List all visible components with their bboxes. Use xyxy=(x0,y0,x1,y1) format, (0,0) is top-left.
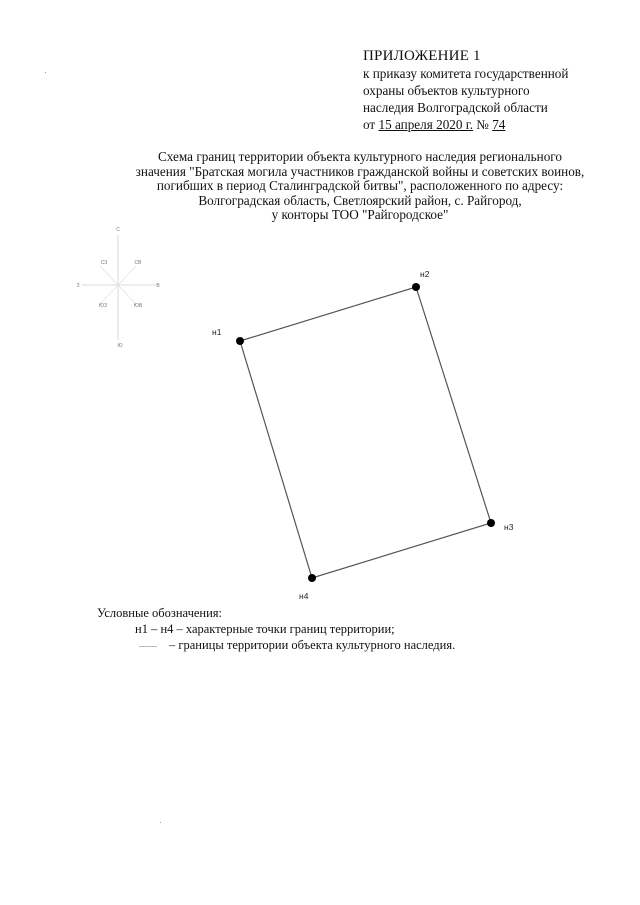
point-n3-label: н3 xyxy=(504,522,514,532)
appendix-title: ПРИЛОЖЕНИЕ 1 xyxy=(363,48,481,64)
point-n2-marker xyxy=(412,283,420,291)
point-n3-marker xyxy=(487,519,495,527)
date-prefix: от xyxy=(363,117,379,132)
point-n1-marker xyxy=(236,337,244,345)
scan-speck xyxy=(45,72,46,73)
compass-northeast-label: СВ xyxy=(134,260,142,266)
number-prefix: № xyxy=(473,117,493,132)
order-number: 74 xyxy=(492,117,506,132)
compass-southwest-label: ЮЗ xyxy=(98,303,108,309)
appendix-line-1: к приказу комитета государственной xyxy=(363,66,569,81)
compass-rose xyxy=(76,227,160,349)
compass-northwest-label: СЗ xyxy=(100,260,108,266)
scheme-title-line-3: погибших в период Сталинградской битвы", расположенного по адресу: xyxy=(156,178,564,193)
point-n1-label: н1 xyxy=(212,327,222,337)
appendix-line-2: охраны объектов культурного xyxy=(363,83,530,98)
scheme-title-line-5: у конторы ТОО "Райгородское" xyxy=(271,207,449,222)
legend-item-points: н1 – н4 – характерные точки границ территории; xyxy=(135,622,395,636)
scan-speck xyxy=(160,822,161,823)
legend xyxy=(97,605,517,653)
compass-north-label: С xyxy=(116,227,120,233)
territory-boundary xyxy=(240,287,491,578)
point-n2-label: н2 xyxy=(420,269,430,279)
legend-title: Условные обозначения: xyxy=(97,606,223,620)
compass-southeast-label: ЮВ xyxy=(133,303,143,309)
compass-south-label: Ю xyxy=(117,343,123,349)
point-n4-label: н4 xyxy=(299,591,309,601)
scheme-title-line-1: Схема границ территории объекта культурного наследия регионального xyxy=(158,149,562,164)
legend-item-boundary xyxy=(97,637,517,653)
compass-east-label: В xyxy=(156,283,160,289)
compass-west-label: З xyxy=(76,283,80,289)
scheme-title-line-4: Волгоградская область, Светлоярский район, с. Райгород, xyxy=(198,192,522,208)
boundary-line-symbol xyxy=(139,646,157,647)
appendix-line-3: наследия Волгоградской области xyxy=(363,100,548,115)
point-n4-marker xyxy=(308,574,316,582)
order-date: 15 апреля 2020 г. xyxy=(378,117,473,132)
scheme-title-line-2: значения "Братская могила участников гражданской войны и советских воинов, xyxy=(135,163,585,179)
legend-item-boundary-text: – границы территории объекта культурного наследия. xyxy=(169,638,456,652)
